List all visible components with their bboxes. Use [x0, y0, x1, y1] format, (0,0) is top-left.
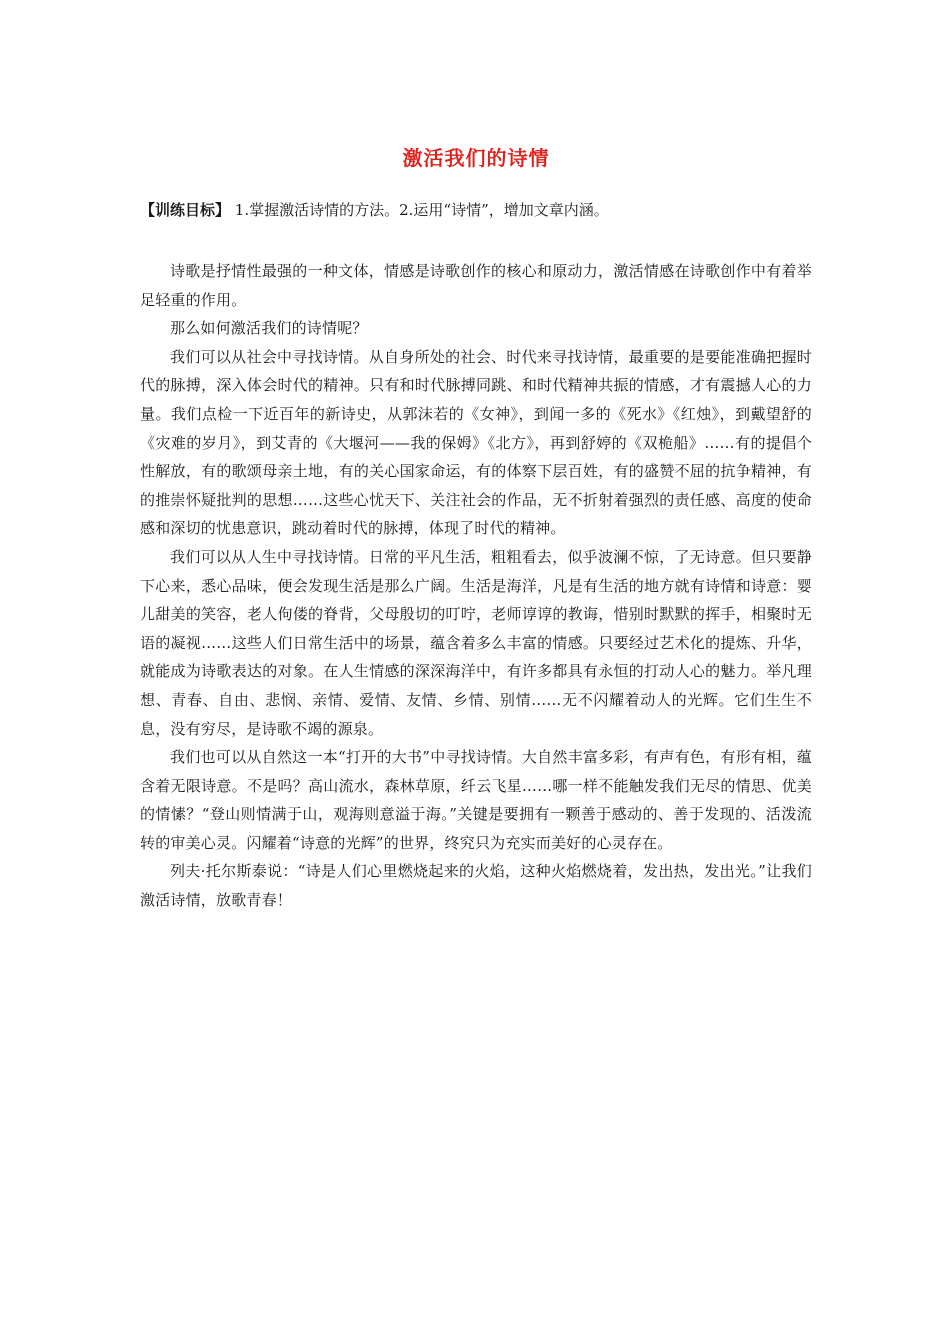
page-title: 激活我们的诗情 [402, 146, 550, 170]
paragraph-question: 那么如何激活我们的诗情呢？ [170, 319, 368, 338]
objective-text: 1.掌握激活诗情的方法。2.运用“诗情”，增加文章内涵。 [234, 201, 609, 219]
paragraph-quote: 列夫·托尔斯泰说：“诗是人们心里燃烧起来的火焰，这种火焰燃烧着，发出热，发出光。”让我们激活诗情，放歌青春！ [140, 862, 812, 910]
paragraph-nature: 我们也可以从自然这一本“打开的大书”中寻找诗情。大自然丰富多彩，有声有色，有形有相，蕴含着无限诗意。不是吗？高山流水，森林草原，纤云飞星……哪一样不能触发我们无尽的情思、优美的情愫？“登山则情满于山，观海则意溢于海。”关键是要拥有一颗善于感动的、善于发现的、活泼流转的审美心灵。闪耀着“诗意的光辉”的世界，终究只为充实而美好的心灵存在。 [140, 748, 812, 852]
paragraph-life: 我们可以从人生中寻找诗情。日常的平凡生活，粗粗看去，似乎波澜不惊，了无诗意。但只要静下心来，悉心品味，便会发现生活是那么广阔。生活是海洋，凡是有生活的地方就有诗情和诗意：婴儿甜美的笑容，老人佝偻的脊背，父母殷切的叮咛，老师谆谆的教诲，惜别时默默的挥手，相聚时无语的凝视……这些人们日常生活中的场景，蕴含着多么丰富的情感。只要经过艺术化的提炼、升华，就能成为诗歌表达的对象。在人生情感的深深海洋中，有许多都具有永恒的打动人心的魅力。举凡理想、青春、自由、悲悯、亲情、爱情、友情、乡情、别情……无不闪耀着动人的光辉。它们生生不息，没有穷尽，是诗歌不竭的源泉。 [140, 547, 812, 738]
article-body [140, 257, 812, 915]
paragraph-intro: 诗歌是抒情性最强的一种文体，情感是诗歌创作的核心和原动力，激活情感在诗歌创作中有着举足轻重的作用。 [140, 262, 812, 309]
document-page [140, 140, 812, 915]
paragraph-society: 我们可以从社会中寻找诗情。从自身所处的社会、时代来寻找诗情，最重要的是要能准确把握时代的脉搏，深入体会时代的精神。只有和时代脉搏同跳、和时代精神共振的情感，才有震撼人心的力量。我们点检一下近百年的新诗史，从郭沫若的《女神》，到闻一多的《死水》《红烛》，到戴望舒的《灾难的岁月》，到艾青的《大堰河——我的保姆》《北方》，再到舒婷的《双桅船》……有的提倡个性解放，有的歌颂母亲土地，有的关心国家命运，有的体察下层百姓，有的盛赞不屈的抗争精神，有的推崇怀疑批判的思想……这些心忧天下、关注社会的作品，无不折射着强烈的责任感、高度的使命感和深切的忧患意识，跳动着时代的脉搏，体现了时代的精神。 [140, 347, 812, 538]
training-objective [140, 199, 812, 221]
objective-label: 【训练目标】 [140, 201, 231, 219]
